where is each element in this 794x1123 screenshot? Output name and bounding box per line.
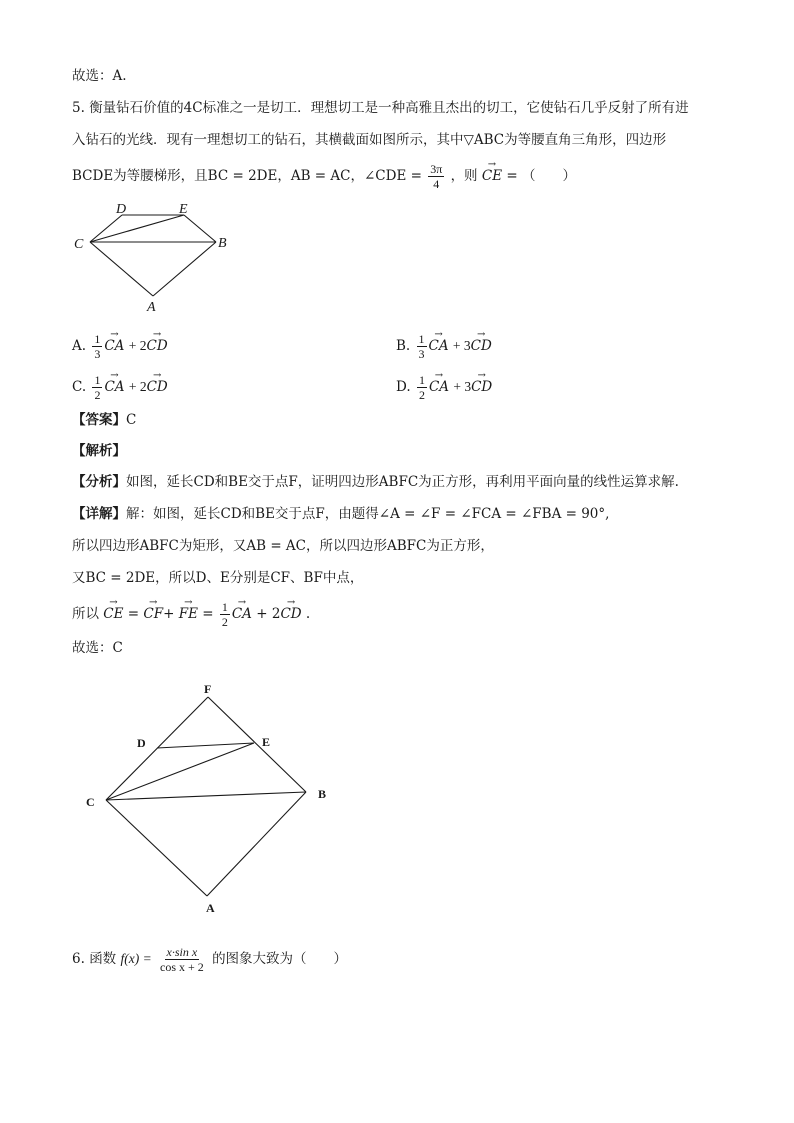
step-3-plus: + xyxy=(163,606,175,622)
option-a-label: A. xyxy=(72,338,87,354)
answer-tag: 【答案】 xyxy=(72,412,126,428)
fenxi-tag: 【分析】 xyxy=(72,474,126,490)
fig2-label-c: C xyxy=(86,795,95,809)
option-c-coef xyxy=(92,373,102,402)
fig1-label-e: E xyxy=(179,202,188,217)
fig1-label-d: D xyxy=(116,202,127,217)
step-3 xyxy=(72,600,310,629)
option-a[interactable] xyxy=(72,332,168,361)
q6-fx: f(x) = xyxy=(120,951,152,966)
q6-fraction xyxy=(158,945,206,974)
step-2: 又BC = 2DE，所以D、E分别是CF、BF中点， xyxy=(72,570,364,586)
option-d-mid: + 3 xyxy=(453,379,472,394)
q6-number: 6. xyxy=(72,951,85,967)
fenxi-text: 如图，延长CD和BE交于点F，证明四边形ABFC为正方形，再利用平面向量的线性运算求解. xyxy=(126,474,679,490)
option-c-vec1: → CA xyxy=(104,377,124,397)
xiangjie-line xyxy=(72,504,609,524)
step-3-eq2: = xyxy=(202,606,214,622)
q5-text-3c: = （ ） xyxy=(506,168,576,184)
q6-frac-den: cos x + 2 xyxy=(160,960,204,974)
step-3-vec-cd: → CD xyxy=(280,604,301,624)
step-3-lead: 所以 xyxy=(72,606,99,622)
option-b-vec2: → CD xyxy=(471,336,492,356)
option-c-label: C. xyxy=(72,379,87,395)
fig2-label-a: A xyxy=(206,901,215,915)
angle-frac-num: 3π xyxy=(430,162,443,176)
step-3-eq: = xyxy=(127,606,140,622)
option-b-mid: + 3 xyxy=(452,338,471,353)
answer-line xyxy=(72,410,136,430)
option-a-vec1: → CA xyxy=(104,336,124,356)
q5-stem-line2: 入钻石的光线．现有一理想切工的钻石，其横截面如图所示，其中▽ABC为等腰直角三角形，四边形 xyxy=(72,132,667,148)
angle-fraction xyxy=(428,162,444,191)
option-a-coef-num: 1 xyxy=(94,332,101,346)
option-c-vec2: → CD xyxy=(147,377,168,397)
option-c[interactable] xyxy=(72,373,168,402)
analysis-tag xyxy=(72,441,126,461)
option-a-coef-den: 3 xyxy=(94,347,101,361)
option-b-vec1: → CA xyxy=(429,336,449,356)
option-d-vec1: → CA xyxy=(429,377,449,397)
option-a-vec2: → CD xyxy=(146,336,167,356)
angle-frac-den: 4 xyxy=(433,177,440,191)
step-3-vec-fe: → FE xyxy=(179,604,198,624)
option-a-mid: + 2 xyxy=(128,338,147,353)
q5-number: 5. xyxy=(72,100,85,116)
step-3-end: . xyxy=(305,606,311,622)
option-d-coef-num: 1 xyxy=(418,373,425,387)
analysis-tag-text: 【解析】 xyxy=(72,443,126,459)
option-c-coef-den: 2 xyxy=(94,388,101,402)
step-1: 所以四边形ABFC为矩形，又AB = AC，所以四边形ABFC为正方形， xyxy=(72,538,494,554)
q5-stem-line3 xyxy=(72,162,576,191)
q6-lead: 函数 xyxy=(89,951,117,967)
option-b[interactable] xyxy=(396,332,492,361)
fig1-label-a: A xyxy=(147,300,156,315)
q6-tail: 的图象大致为（ ） xyxy=(212,951,348,967)
fig2-label-b: B xyxy=(318,787,327,801)
option-a-coef xyxy=(92,332,102,361)
diamond-cross-section-figure xyxy=(70,198,240,316)
previous-answer: 故选：A. xyxy=(72,68,127,84)
q6-frac-num: x·sin x xyxy=(166,945,198,959)
option-b-label: B. xyxy=(396,338,411,354)
fig2-label-f: F xyxy=(204,682,212,696)
q5-text-3a: BCDE为等腰梯形，且BC = 2DE，AB = AC，∠CDE = xyxy=(72,168,422,184)
final-answer: 故选：C xyxy=(72,640,123,656)
vector-ce: → CE xyxy=(482,166,502,186)
q5-text-1: 衡量钻石价值的4C标准之一是切工．理想切工是一种高雅且杰出的切工，它使钻石几乎反射了所有进 xyxy=(89,100,689,116)
q6-stem xyxy=(72,945,347,974)
step-3-vec-ca: → CA xyxy=(232,604,252,624)
option-d-coef-den: 2 xyxy=(418,388,425,402)
fig1-label-b: B xyxy=(218,236,227,251)
fig2-label-d: D xyxy=(137,736,146,750)
fig1-label-c: C xyxy=(74,237,84,252)
fenxi-line xyxy=(72,472,679,492)
option-d-vec2: → CD xyxy=(471,377,492,397)
xiangjie-text: 解：如图，延长CD和BE交于点F，由题得∠A = ∠F = ∠FCA = ∠FBA = 90°, xyxy=(126,506,610,522)
option-b-coef xyxy=(417,332,427,361)
option-d-label: D. xyxy=(396,379,411,395)
q5-text-3b: ，则 xyxy=(450,168,478,184)
option-b-coef-num: 1 xyxy=(418,332,425,346)
xiangjie-tag: 【详解】 xyxy=(72,506,126,522)
step-3-vec-ce: → CE xyxy=(103,604,123,624)
step-3-mid: + 2 xyxy=(256,606,281,622)
option-d-coef xyxy=(417,373,427,402)
step-3-coef-den: 2 xyxy=(221,615,228,629)
step-3-vec-cf: → CF xyxy=(143,604,163,624)
option-c-coef-num: 1 xyxy=(94,373,101,387)
option-b-coef-den: 3 xyxy=(418,347,425,361)
q5-stem-line1 xyxy=(72,98,689,118)
step-3-coef xyxy=(220,600,230,629)
answer-value: C xyxy=(126,412,137,428)
option-d[interactable] xyxy=(396,373,492,402)
step-3-coef-num: 1 xyxy=(221,600,228,614)
option-c-mid: + 2 xyxy=(128,379,147,394)
fig2-label-e: E xyxy=(262,735,271,749)
square-construction-figure xyxy=(80,680,340,918)
